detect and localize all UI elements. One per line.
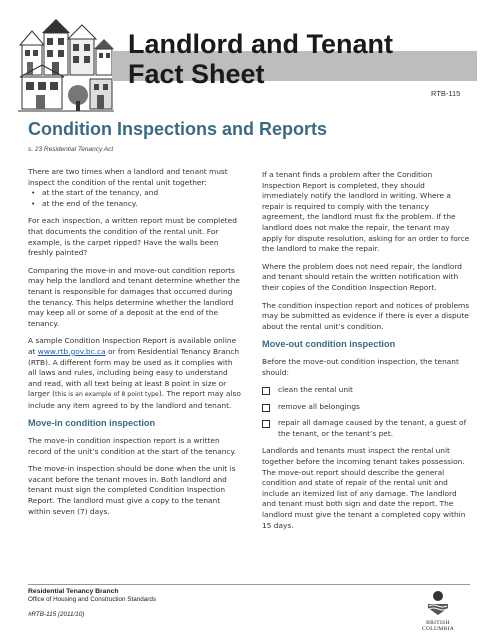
paragraph: Where the problem does not need repair, the landlord and tenant should retain the written notification with their copies of the Condition Inspection Report. [262,261,462,292]
checklist-item [262,418,470,439]
fact-sheet-title [128,29,393,89]
left-column [28,167,243,524]
footer-office: Office of Housing and Construction Standards [28,596,156,603]
paragraph: The move-in inspection should be done when the unit is vacant before the tenant moves in. Both landlord and tenant must sign the completed Condition Inspection Report. The landlord must give a copy to the tenant within seven (7) days. [28,464,236,516]
checkbox-icon [262,387,270,395]
document-id: RTB-115 [431,89,461,98]
rtb-website-link[interactable]: www.rtb.gov.bc.ca [37,346,106,356]
paragraph: The condition inspection report and notices of problems may be submitted as evidence if there is ever a dispute about the rental unit’s condition. [262,300,470,331]
logo-text-british: BRITISH [426,620,450,626]
footer-divider [28,584,470,585]
checklist-label: repair all damage caused by the tenant, a guest of the tenant, or the tenant’s pet. [278,418,467,438]
checkbox-icon [262,420,270,428]
checkbox-icon [262,404,270,412]
paragraph: If a tenant finds a problem after the Condition Inspection Report is completed, they should immediately notify the landlord in writing. Where a repair is required to comply with the tenancy agreement, the landlord must fix the problem. If the landlord does not make the repair, the tenant may apply for dispute resolution, asking for an order to force the landlord to make the repair. [262,170,470,254]
footer-organization: Residential Tenancy Branch [28,588,119,595]
checklist-label: remove all belongings [278,401,360,411]
text: A sample Condition Inspection Report is available online at [28,336,237,356]
footer [28,588,156,618]
paragraph: The move-in condition inspection report is a written record of the unit’s condition at the start of the tenancy. [28,436,237,456]
paragraph: Comparing the move-in and move-out condition reports may help the landlord and tenant determine whether the tenant is responsible for damages that occurred during the tenancy. This helps determine whether the landlord may keep all or some of a deposit at the end of the tenancy. [28,265,240,328]
sample-report-paragraph [28,336,243,411]
paragraph: Before the move-out condition inspection, the tenant should: [262,356,459,377]
houses-illustration [18,15,114,113]
logo-text-columbia: COLUMBIA [421,626,455,632]
move-in-heading: Move-in condition inspection [28,418,156,429]
legal-citation: s. 23 Residential Tenancy Act [28,146,114,153]
move-out-checklist [262,385,470,439]
paragraph: Landlords and tenants must inspect the rental unit together before the incoming tenant takes possession. The move-out report should describe the general condition and state of repair of the rental unit and include an itemized list of any damage. The landlord and tenant must both sign and date the report. The landlord must give the tenant a completed copy within 15 days. [262,446,466,530]
footer-revision: #RTB-115 (2011/10) [28,611,85,618]
move-out-heading: Move-out condition inspection [262,339,396,350]
title-line-1: Landlord and Tenant [128,29,393,59]
list-item: • at the start of the tenancy, and [28,188,243,199]
bc-crest-icon [425,590,451,616]
eight-point-example: this is an example of 8 point type [55,391,159,399]
text: or from Residential Tenancy Branch (RTB). A different form may be used as it complies with all laws and rules, including being easy to understand and read, with all text being at least 8 point in size or larger ( [28,346,240,399]
paragraph: For each inspection, a written report must be completed that documents the condition of the rental unit. For example, is the carpet ripped? Have the walls been freshly painted? [28,216,237,258]
checklist-item [262,385,470,396]
right-column [262,170,470,538]
text: ). The report may also include any item agreed to by the landlord and tenant. [28,389,241,410]
checklist-item [262,402,470,413]
section-title: Condition Inspections and Reports [28,119,328,139]
inspection-times-list [28,188,243,209]
checklist-label: clean the rental unit [278,385,353,395]
intro-paragraph: There are two times when a landlord and tenant must inspect the condition of the rental unit together: [28,167,228,187]
bc-logo [414,590,462,632]
title-line-2: Fact Sheet [128,59,265,89]
list-item: • at the end of the tenancy. [28,199,243,210]
